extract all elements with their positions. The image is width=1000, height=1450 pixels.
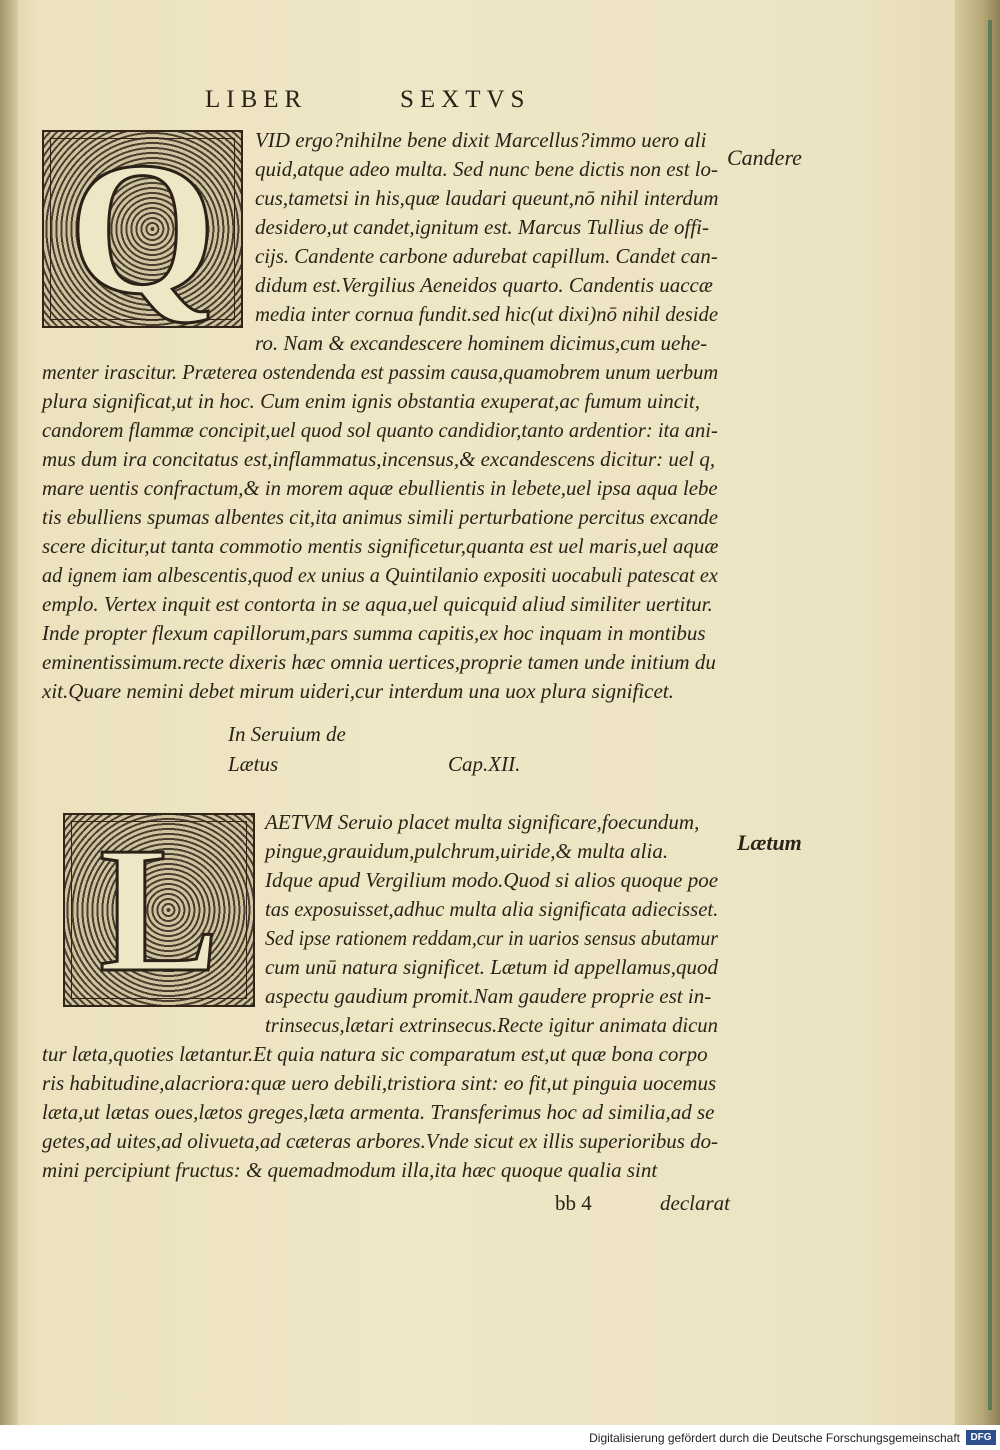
text-line: menter irascitur. Præterea ostendenda est passim causa,quamobrem unum uerbum bbox=[42, 360, 719, 384]
text-line: xit.Quare nemini debet mirum uideri,cur interdum una uox plura significet. bbox=[42, 679, 674, 703]
text-line: quid,atque adeo multa. Sed nunc bene dictis non est lo- bbox=[255, 157, 718, 181]
text-line: Idque apud Vergilium modo.Quod si alios quoque poe bbox=[265, 868, 719, 892]
text-line: ad ignem iam albescentis,quod ex unius a Quintilanio expositi uocabuli patescat ex bbox=[42, 563, 718, 587]
text-line: ro. Nam & excandescere hominem dicimus,cum uehe- bbox=[255, 331, 708, 355]
text-line: tis ebulliens spumas albentes cit,ita animus simili perturbatione percitus excande bbox=[42, 505, 718, 529]
text-line: scere dicitur,ut tanta commotio mentis significetur,quanta est uel maris,uel aquæ bbox=[42, 534, 719, 558]
margin-note-laetum: Lætum bbox=[737, 830, 802, 855]
text-line: mini percipiunt fructus: & quemadmodum illa,ita hæc quoque qualia sint bbox=[42, 1158, 658, 1182]
text-line: media inter cornua fundit.sed hic(ut dixi)nō nihil deside bbox=[255, 302, 719, 326]
text-line: plura significat,ut in hoc. Cum enim ignis obstantia exuperat,ac fumum uincit, bbox=[42, 389, 700, 413]
text-line: emplo. Vertex inquit est contorta in se aqua,uel quicquid aliud similiter uertitur. bbox=[42, 592, 713, 616]
dfg-logo: DFG bbox=[966, 1430, 996, 1445]
binding-edge bbox=[0, 0, 18, 1425]
text-line: aspectu gaudium promit.Nam gaudere proprie est in- bbox=[265, 984, 712, 1008]
text-line: ris habitudine,alacriora:quæ uero debili,tristiora sint: eo fit,ut pinguia uocemus bbox=[42, 1071, 717, 1095]
text-line: VID ergo?nihilne bene dixit Marcellus?immo uero ali bbox=[255, 128, 707, 152]
text-line: pingue,grauidum,pulchrum,uiride,& multa alia. bbox=[265, 839, 669, 863]
text-line: didum est.Vergilius Aeneidos quarto. Candentis uaccæ bbox=[255, 273, 713, 297]
signature-mark: bb 4 bbox=[555, 1191, 592, 1215]
text-line: desidero,ut candet,ignitum est. Marcus Tullius de offi- bbox=[255, 215, 709, 239]
text-line: mare uentis confractum,& in morem aquæ ebullientis in lebete,uel ipsa aqua lebe bbox=[42, 476, 718, 500]
text-line: candorem flammæ concipit,uel quod sol quanto candidior,tanto ardentior: ita ani- bbox=[42, 418, 718, 442]
digitization-notice: Digitalisierung gefördert durch die Deutsche Forschungsgemeinschaft bbox=[589, 1431, 960, 1445]
text-line: cum unū natura significet. Lætum id appellamus,quod bbox=[265, 955, 718, 979]
text-line: Inde propter flexum capillorum,pars summa capitis,ex hoc inquam in montibus bbox=[42, 621, 706, 645]
text-line: Sed ipse rationem reddam,cur in uarios sensus abutamur bbox=[265, 926, 719, 950]
chapter-title-line-1: In Seruium de bbox=[228, 722, 346, 746]
catchword: declarat bbox=[660, 1191, 730, 1215]
text-line: AETVM Seruio placet multa significare,foecundum, bbox=[265, 810, 700, 834]
chapter-title-line-2: Lætus bbox=[228, 752, 279, 776]
text-line: cus,tametsi in his,quæ laudari queunt,nō nihil interdum bbox=[255, 186, 719, 210]
running-head-left: LIBER bbox=[205, 86, 308, 113]
decorated-initial-q: Q bbox=[42, 130, 243, 328]
chapter-number: Cap.XII. bbox=[448, 752, 521, 776]
text-line: cijs. Candente carbone adurebat capillum. Candet can- bbox=[255, 244, 718, 268]
digitization-footer bbox=[0, 1425, 1000, 1450]
text-line: getes,ad uites,ad olivueta,ad cæteras arbores.Vnde sicut ex illis superioribus do- bbox=[42, 1129, 719, 1153]
text-line: læta,ut lætas oues,lætos greges,læta armenta. Transferimus hoc ad similia,ad se bbox=[42, 1100, 715, 1124]
text-line: tur læta,quoties lætantur.Et quia natura sic comparatum est,ut quæ bona corpo bbox=[42, 1042, 708, 1066]
text-line: tas exposuisset,adhuc multa alia significata adiecisset. bbox=[265, 897, 719, 921]
running-head-right: SEXTVS bbox=[400, 86, 531, 113]
text-line: mus dum ira concitatus est,inflammatus,incensus,& excandescens dicitur: uel q, bbox=[42, 447, 716, 471]
page-edge bbox=[955, 0, 1000, 1425]
margin-note-candere: Candere bbox=[727, 145, 802, 170]
text-line: trinsecus,lætari extrinsecus.Recte igitur animata dicun bbox=[265, 1013, 718, 1037]
decorated-initial-l: L bbox=[63, 813, 255, 1007]
text-line: eminentissimum.recte dixeris hæc omnia uertices,proprie tamen unde initium du bbox=[42, 650, 716, 674]
